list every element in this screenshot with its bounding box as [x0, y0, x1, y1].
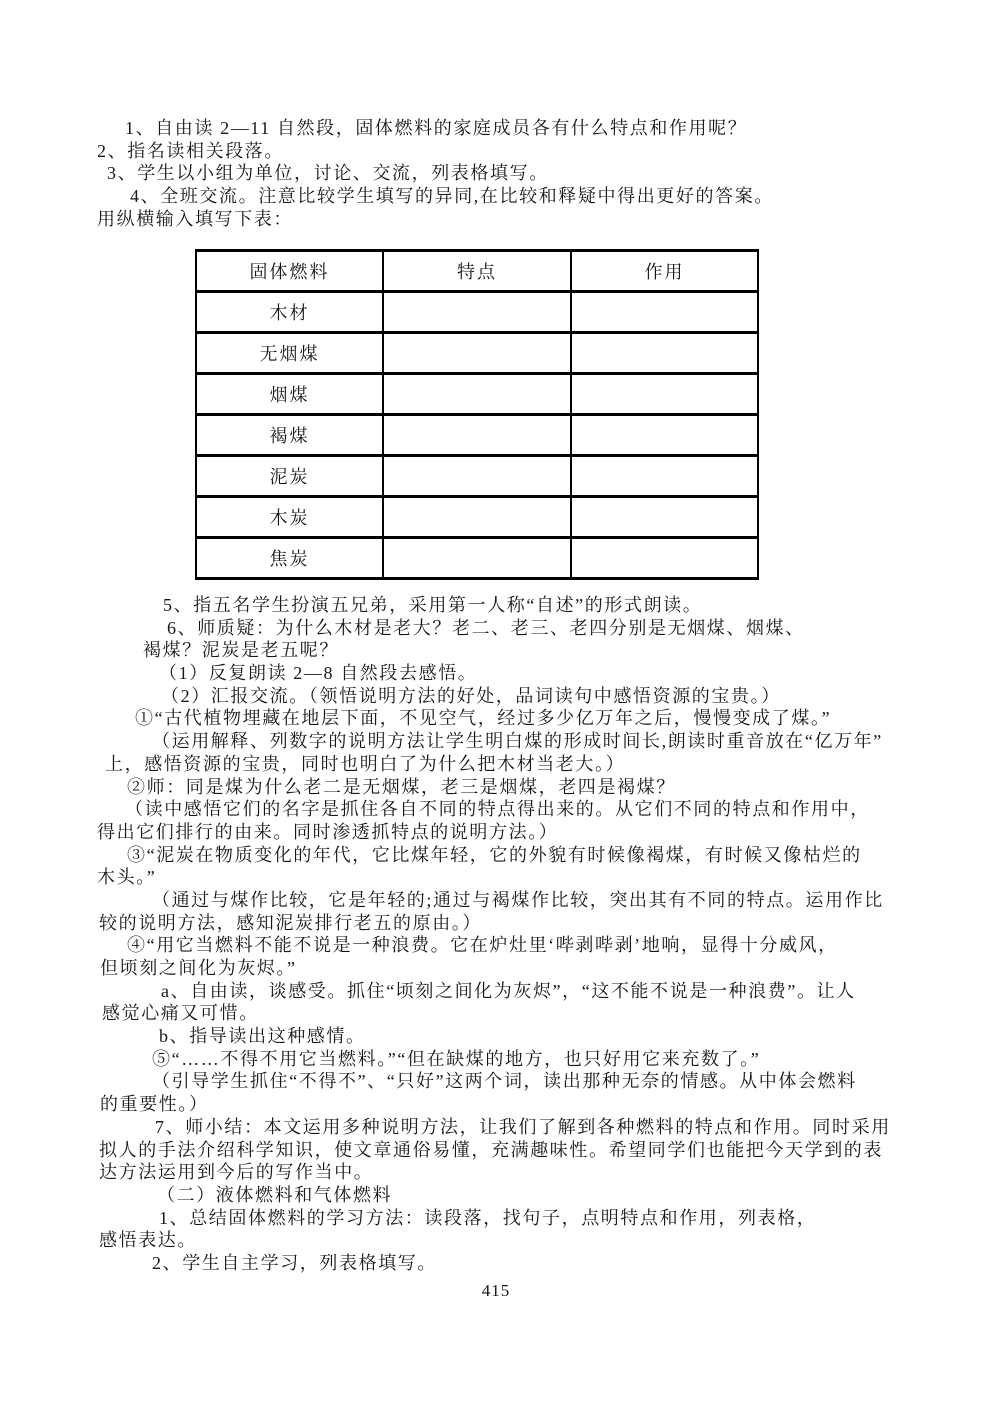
fuel-name-cell: 褐煤 [196, 415, 383, 456]
table-row [196, 456, 758, 497]
fuel-name-cell: 木炭 [196, 497, 383, 538]
table-row [196, 292, 758, 333]
fuel-table [195, 249, 759, 580]
page-number: 415 [481, 1281, 511, 1300]
text-line: ②师：同是煤为什么老二是无烟煤，老三是烟煤，老四是褐煤？ [127, 776, 676, 797]
text-line: （1）反复朗读 2—8 自然段去感悟。 [159, 663, 478, 684]
text-line: 得出它们排行的由来。同时渗透抓特点的说明方法。） [97, 821, 559, 842]
text-line: ③“泥炭在物质变化的年代，它比煤年轻，它的外貌有时候像褐煤，有时候又像枯烂的 [127, 844, 862, 865]
text-line: 6、师质疑：为什么木材是老大？老二、老三、老四分别是无烟煤、烟煤、 [167, 617, 805, 638]
fuel-name-cell: 木材 [196, 292, 383, 333]
text-line: 拟人的手法介绍科学知识，使文章通俗易懂，充满趣味性。希望同学们也能把今天学到的表 [99, 1139, 883, 1160]
text-line: 但顷刻之间化为灰烬。” [100, 958, 297, 978]
text-line: 4、全班交流。注意比较学生填写的异同,在比较和释疑中得出更好的答案。 [130, 186, 774, 207]
text-line: b、指导读出这种感情。 [159, 1026, 366, 1047]
text-line: 7、师小结：本文运用多种说明方法，让我们了解到各种燃料的特点和作用。同时采用 [155, 1116, 891, 1137]
text-line: 2、指名读相关段落。 [97, 140, 284, 161]
empty-cell-use [571, 538, 758, 579]
fuel-name-cell: 烟煤 [196, 374, 383, 415]
text-line: 2、学生自主学习，列表格填写。 [152, 1252, 437, 1273]
table-header-row [196, 251, 758, 292]
text-line: （引导学生抓住“不得不”、“只好”这两个词，读出那种无奈的情感。从中体会燃料 [152, 1071, 857, 1092]
empty-cell-use [571, 374, 758, 415]
empty-cell-use [571, 415, 758, 456]
text-line: a、自由读，谈感受。抓住“顷刻之间化为灰烬”，“这不能不说是一种浪费”。让人 [161, 980, 856, 1001]
table-header-cell: 固体燃料 [196, 251, 383, 292]
text-line: 褐煤？泥炭是老五呢？ [143, 640, 339, 661]
empty-cell-use [571, 292, 758, 333]
text-line: 上，感悟资源的宝贵，同时也明白了为什么把木材当老大。） [105, 753, 626, 774]
table-header-cell: 作用 [571, 251, 758, 292]
body-lines [97, 594, 917, 1275]
text-line: 1、总结固体燃料的学习方法：读段落，找句子，点明特点和作用，列表格， [159, 1207, 817, 1228]
text-line: 的重要性。） [100, 1094, 209, 1115]
text-line: ④“用它当燃料不能不说是一种浪费。它在炉灶里‘哔剥哔剥’地响，显得十分威风， [127, 935, 838, 956]
text-line: 3、学生以小组为单位，讨论、交流，列表格填写。 [107, 163, 549, 184]
empty-cell-characteristics [383, 374, 571, 415]
empty-cell-characteristics [383, 538, 571, 579]
text-line: 感悟表达。 [99, 1230, 197, 1251]
text-line: （运用解释、列数字的说明方法让学生明白煤的形成时间长,朗读时重音放在“亿万年” [152, 731, 883, 752]
text-line: （通过与煤作比较，它是年轻的;通过与褐煤作比较，突出其有不同的特点。运用作比 [152, 889, 884, 910]
text-line: ①“古代植物埋藏在地层下面，不见空气，经过多少亿万年之后，慢慢变成了煤。” [135, 708, 832, 729]
empty-cell-use [571, 456, 758, 497]
text-line: （二）液体燃料和气体燃料 [157, 1184, 393, 1205]
text-line: ⑤“……不得不用它当燃料。”“但在缺煤的地方，也只好用它来充数了。” [152, 1048, 761, 1069]
intro-lines [97, 117, 917, 230]
table-row [196, 497, 758, 538]
empty-cell-characteristics [383, 497, 571, 538]
text-line: （读中感悟它们的名字是抓住各自不同的特点得出来的。从它们不同的特点和作用中， [125, 799, 870, 820]
fuel-name-cell: 焦炭 [196, 538, 383, 579]
text-line: 感觉心痛又可惜。 [102, 1003, 259, 1024]
text-line: 达方法运用到今后的写作当中。 [99, 1162, 374, 1183]
table-row [196, 333, 758, 374]
empty-cell-characteristics [383, 456, 571, 497]
fuel-name-cell: 无烟煤 [196, 333, 383, 374]
empty-cell-characteristics [383, 415, 571, 456]
table-row [196, 415, 758, 456]
empty-cell-characteristics [383, 292, 571, 333]
text-line: 木头。” [97, 867, 157, 888]
text-line: 用纵横输入填写下表： [97, 208, 293, 229]
empty-cell-use [571, 497, 758, 538]
text-line: 5、指五名学生扮演五兄弟，采用第一人称“自述”的形式朗读。 [163, 595, 703, 615]
empty-cell-use [571, 333, 758, 374]
text-line: 较的说明方法，感知泥炭排行老五的原由。） [99, 912, 482, 933]
table-header-cell: 特点 [383, 251, 571, 292]
empty-cell-characteristics [383, 333, 571, 374]
fuel-name-cell: 泥炭 [196, 456, 383, 497]
text-line: （2）汇报交流。（领悟说明方法的好处，品词读句中感悟资源的宝贵。） [161, 685, 781, 706]
text-line: 1、自由读 2—11 自然段，固体燃料的家庭成员各有什么特点和作用呢？ [125, 118, 748, 138]
table-row [196, 374, 758, 415]
table-row [196, 538, 758, 579]
